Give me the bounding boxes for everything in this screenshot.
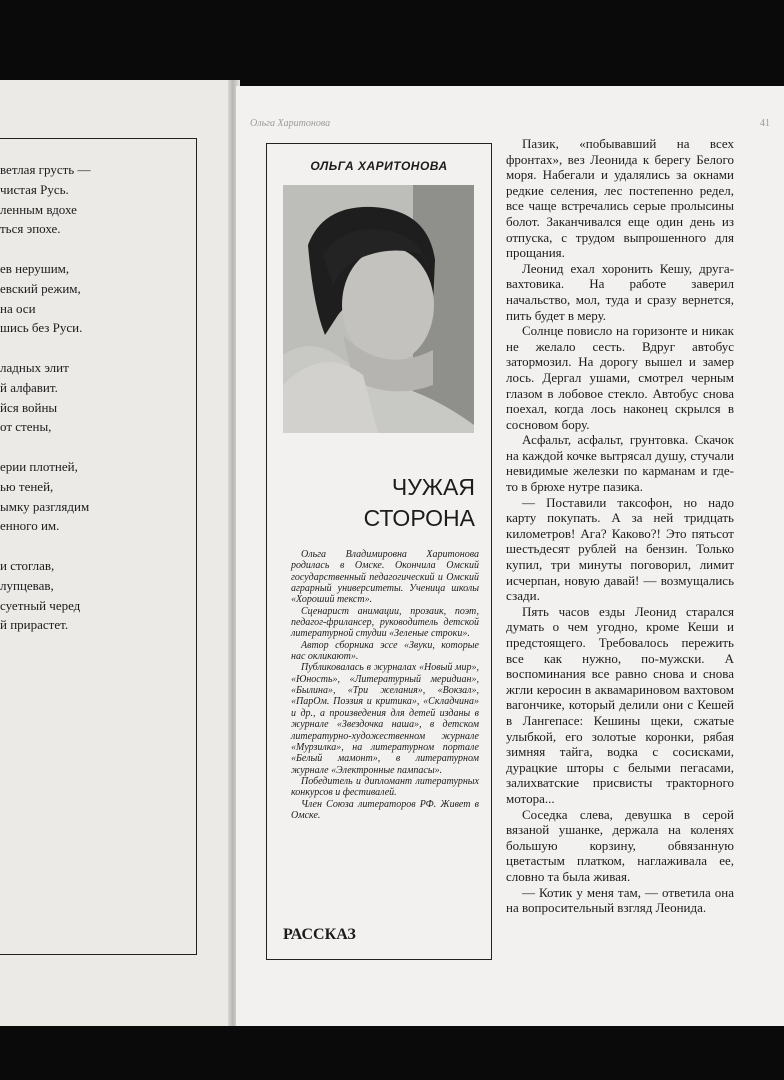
genre-label: РАССКАЗ xyxy=(283,926,356,943)
story-title xyxy=(364,472,475,534)
story-text xyxy=(506,136,734,916)
story-paragraph: Асфальт, асфальт, грунтовка. Скачок на каждой кочке вытрясал душу, стучали невидимые железки по карманам и где-то в брюхе нутре пазика. xyxy=(506,432,734,495)
poem-line: шись без Руси. xyxy=(0,320,83,336)
story-paragraph: Пазик, «побывавший на всех фронтах», вез Леонида к берегу Белого моря. Набегали и удалялись за окнами редкие селения, лес постепенно редел, все чаще встречались серые пролысины болот. Заканчивался еще один день из отпуска, с трудом выпрошенного для прощания. xyxy=(506,136,734,261)
poem-line: суетный черед xyxy=(0,597,81,613)
story-paragraph: Солнце повисло на горизонте и никак не желало сесть. Вдруг автобус затормозил. На дорогу вышел и замер лось. Дергал ушами, смотрел черным глазом в лобовое стекло. Автобус снова поехал, когда лось наконец скрылся в сосновом бору. xyxy=(506,323,734,432)
bio-paragraph: Победитель и дипломант литературных конкурсов и фестивалей. xyxy=(291,775,479,799)
poem-line: чистая Русь. xyxy=(0,181,69,197)
poem-line: енного им. xyxy=(0,518,60,534)
story-paragraph: — Котик у меня там, — ответила она на вопросительный взгляд Леонида. xyxy=(506,884,734,916)
story-paragraph: Леонид ехал хоронить Кешу, друга-вахтовика. На работе заверил начальство, мол, туда и сразу вернется, пить будет в меру. xyxy=(506,260,734,323)
poem-line: ерии плотней, xyxy=(0,458,78,474)
poem-line: от стены, xyxy=(0,419,52,435)
bio-paragraph: Сценарист анимации, прозаик, поэт, педагог-фрилансер, руководитель детской литературной студии «Зеленые строки». xyxy=(291,605,479,640)
poem-line: лупцевав, xyxy=(0,577,54,593)
poem-line: ладных элит xyxy=(0,359,69,375)
bio-paragraph: Автор сборника эссе «Звуки, которые нас окликают». xyxy=(291,639,479,663)
title-line: СТОРОНА xyxy=(363,505,475,531)
stanza-gap xyxy=(0,338,192,358)
stanza-gap xyxy=(0,437,192,457)
poem-line: й прирастет. xyxy=(0,617,69,633)
author-bio xyxy=(291,549,479,821)
stanza-gap xyxy=(0,239,192,259)
poem xyxy=(0,160,192,635)
author-name: ОЛЬГА ХАРИТОНОВА xyxy=(310,159,448,173)
stanza-gap xyxy=(0,536,192,556)
poem-line: й алфавит. xyxy=(0,379,58,395)
poem-line: на оси xyxy=(0,300,36,316)
story-paragraph: — Поставили таксофон, но надо карту покупать. А за ней тридцать километров! Ага? Каково?! Это пятьсот шестьдесят рублей на бензин. Только купил, три минуты поговорил, лимит исчерпан, новую давай! — возмущались сзади. xyxy=(506,494,734,604)
poem-line: ью теней, xyxy=(0,478,54,494)
author-box xyxy=(266,143,492,960)
poem-line: ться эпохе. xyxy=(0,221,61,237)
story-paragraph: Пять часов езды Леонид старался думать о чем угодно, кроме Кеши и предстоящего. Требовалось пережить все как нужно, по-мужски. А воспоминания все равно снова и снова жгли керосин в аквамариновом вахтовом вагончике, который делили они с Кешей в Лангепасе: Кешины щеки, сжатые улыбкой, его золотые коронки, рябая зимняя тайга, водка с сосисками, дурацкие шторы с белыми пегасами, залихватские присвисты тракторного мотора... xyxy=(506,603,734,806)
page-number: 41 xyxy=(760,118,770,129)
poem-line: евский режим, xyxy=(0,280,81,296)
poem-line: ленным вдохе xyxy=(0,201,77,217)
bio-paragraph: Член Союза литераторов РФ. Живет в Омске. xyxy=(291,798,479,821)
poem-line: ымку разглядим xyxy=(0,498,90,514)
poem-line: и стоглав, xyxy=(0,557,55,573)
bio-paragraph: Ольга Владимировна Харитонова родилась в Омске. Окончила Омский государственный педагогический и Омский аграрный университеты. Ученица школы «Хороший текст». xyxy=(291,549,479,606)
running-header: Ольга Харитонова xyxy=(250,118,331,129)
portrait-image xyxy=(283,185,474,433)
poem-line: ветлая грусть — xyxy=(0,162,91,177)
poem-line: йся войны xyxy=(0,399,58,415)
poem-line: ев нерушим, xyxy=(0,260,70,276)
story-paragraph: Соседка слева, девушка в серой вязаной ушанке, держала на коленях большую корзину, обвязанную цветастым платком, наглаживала ее, словно та была живая. xyxy=(506,806,734,884)
bio-paragraph: Публиковалась в журналах «Новый мир», «Юность», «Литературный меридиан», «Былина», «Три желания», «Вокзал», «ПарОм. Поэзия и критика», «Складчина» и др., а произведения для детей изданы в журнале «Звездочка наша», в детском литературно-художественном журнале «Мурзилка», на литературном портале «Белый мамонт», в литературном журнале «Электронные пампасы». xyxy=(291,662,479,776)
title-line: ЧУЖАЯ xyxy=(391,474,475,500)
author-photo xyxy=(283,185,474,433)
